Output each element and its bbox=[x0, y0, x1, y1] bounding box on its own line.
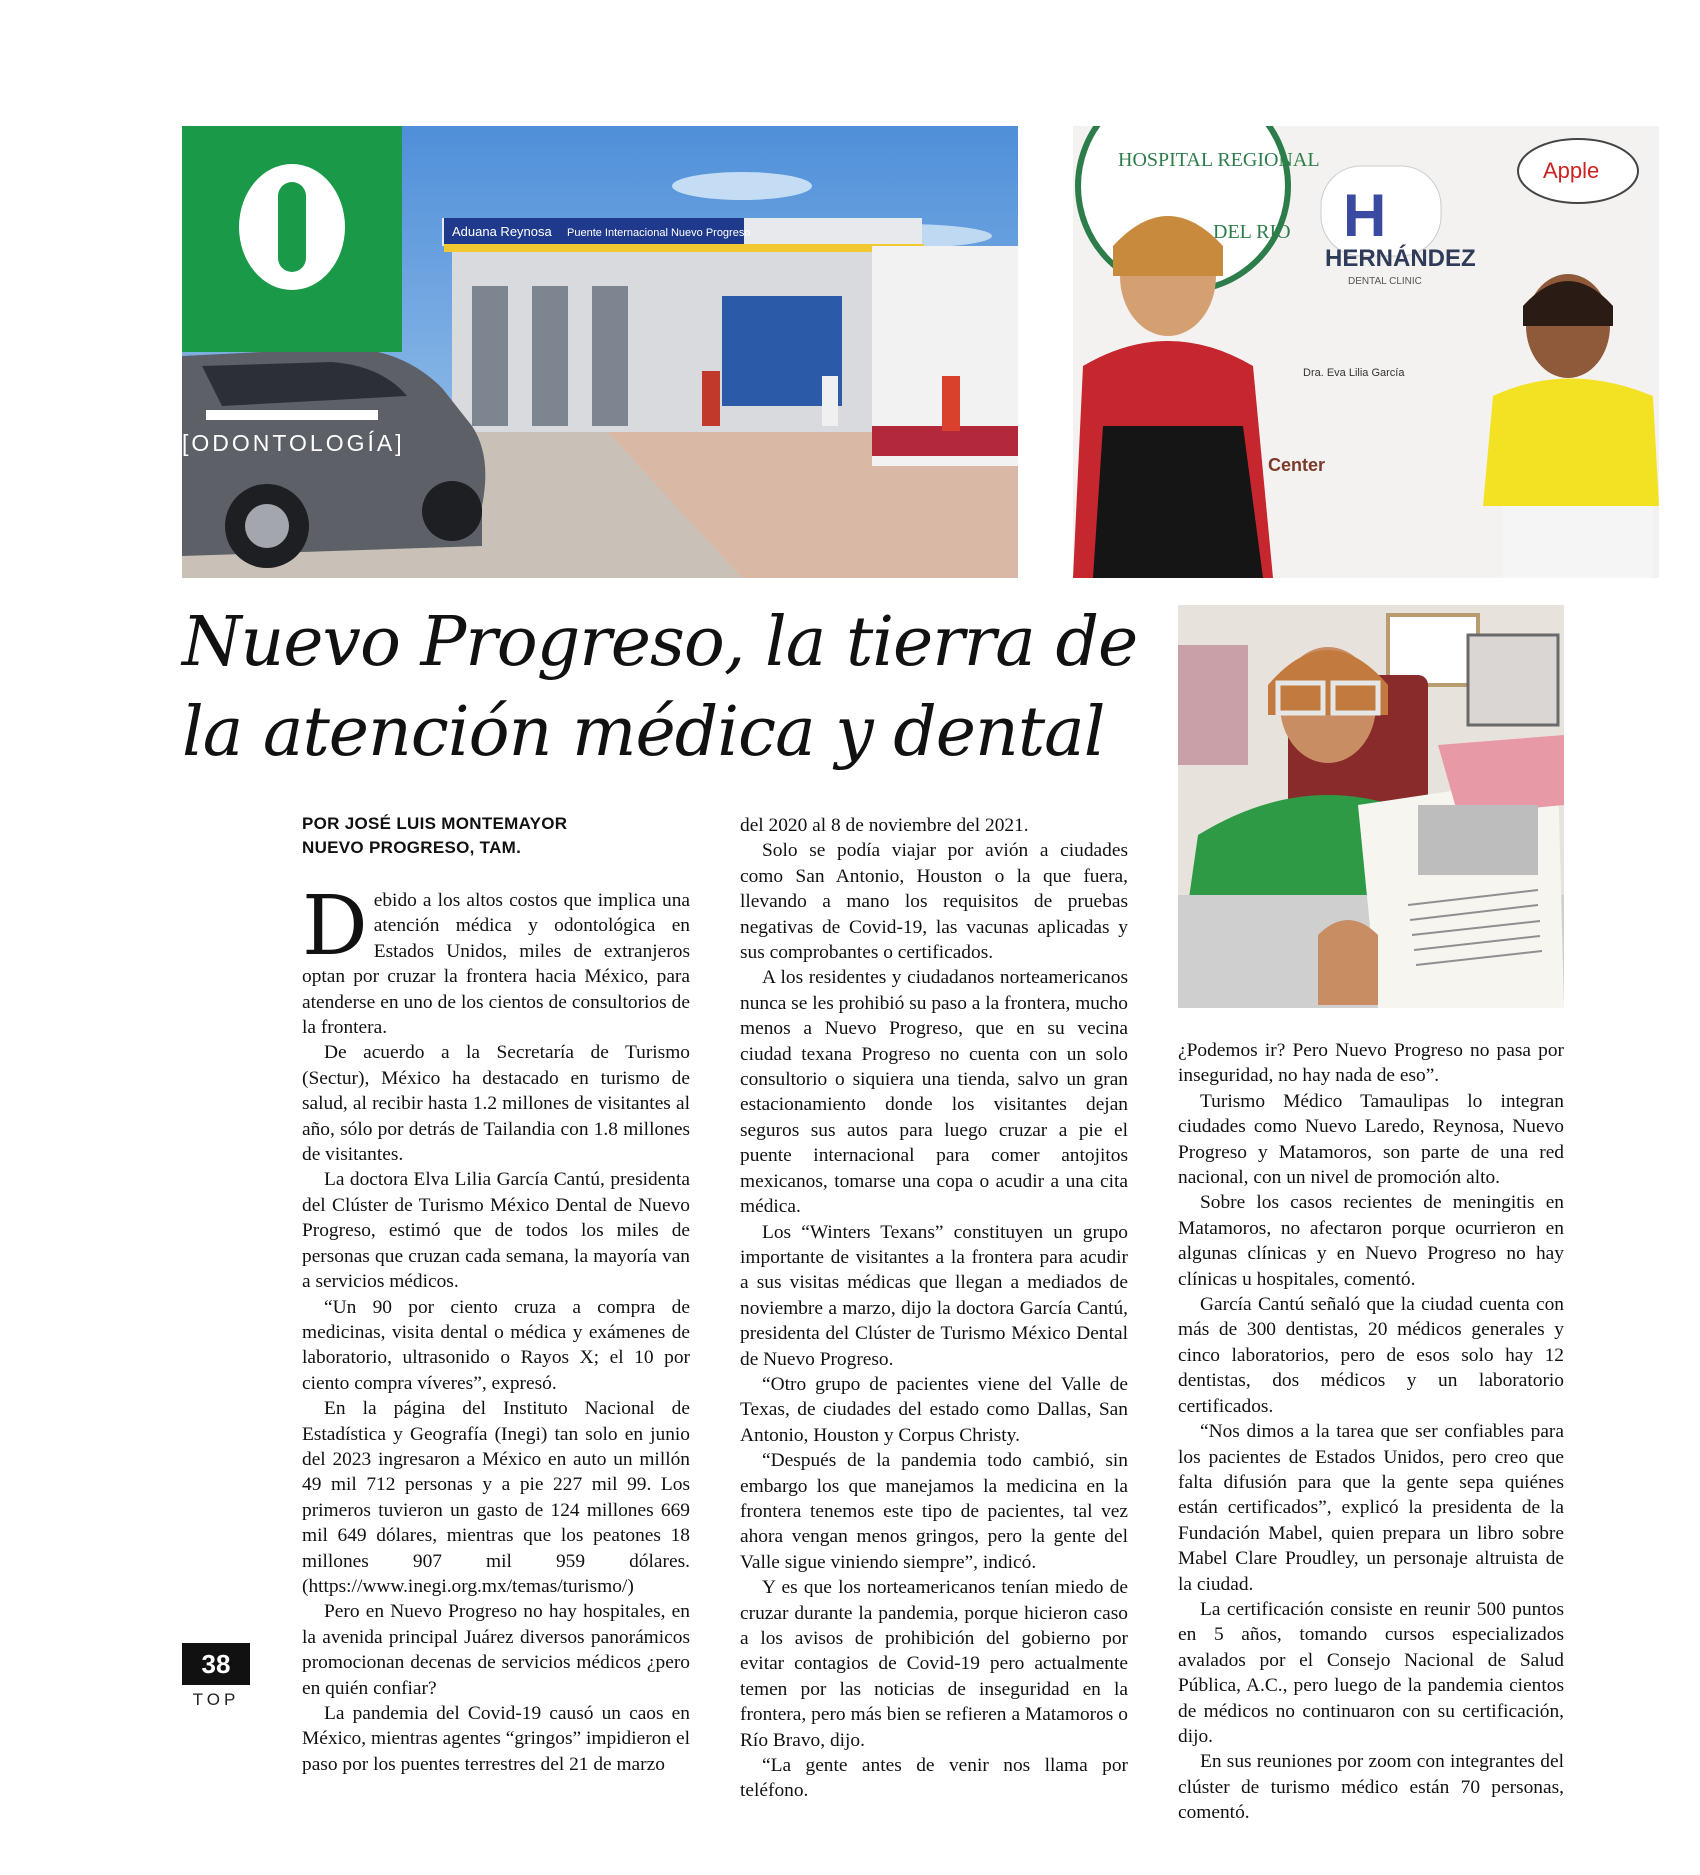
byline-place: NUEVO PROGRESO, TAM. bbox=[302, 838, 522, 857]
logo-hospital-text: HOSPITAL REGIONAL bbox=[1118, 149, 1320, 171]
paragraph: “Después de la pandemia todo cambió, sin embargo los que manejamos la medicina en la frontera tenemos este tipo de pacientes, tal vez ahora vengan menos gringos, pero la gente del Valle sigue viniendo siempre”, indicó. bbox=[740, 1450, 1128, 1573]
paragraph: La certificación consiste en reunir 500 puntos en 5 años, tomando cursos especializados avalados por el Consejo Nacional de Salud Pública, A.C., pero luego de la pandemia cientos de médicos no continuaron con su certificación, dijo. bbox=[1178, 1598, 1564, 1747]
article-column-1 bbox=[302, 812, 690, 1777]
logo-apple-text: Apple bbox=[1543, 158, 1600, 183]
article-column-2 bbox=[740, 813, 1128, 1804]
byline bbox=[302, 812, 690, 860]
article-column-3 bbox=[1178, 1038, 1564, 1826]
logo-hernandez-text: HERNÁNDEZ bbox=[1325, 245, 1476, 272]
drop-cap: D bbox=[302, 879, 368, 974]
logo-delrio-text: DEL RIO bbox=[1213, 221, 1291, 243]
section-letter-logo bbox=[239, 164, 345, 290]
paragraph: Solo se podía viajar por avión a ciudades como San Antonio, Houston o la que fuera, llevando a mano los requisitos de pruebas negativas de Covid-19, las vacunas aplicadas y sus comprobantes o certificados. bbox=[740, 840, 1128, 964]
svg-text:H: H bbox=[1343, 182, 1387, 249]
article-headline: Nuevo Progreso, la tierra de la atención médica y dental bbox=[182, 603, 1138, 772]
paragraph: “Un 90 por ciento cruza a compra de medicinas, visita dental o médica y exámenes de laboratorio, ultrasonido o Rayos X; el 10 por ciento compra víveres”, expresó. bbox=[302, 1296, 690, 1394]
paragraph: A los residentes y ciudadanos norteamericanos nunca se les prohibió su paso a la frontera, mucho menos a Nuevo Progreso, que en su vecina ciudad texana Progreso no cuenta con un solo consultorio o siquiera una tienda, salvo un gran estacionamiento donde los visitantes dejan seguros sus autos para luego cruzar a pie el puente internacional para comer antojitos mexicanos, tomarse una copa o acudir a una cita médica. bbox=[740, 967, 1128, 1218]
paragraph: Los “Winters Texans” constituyen un grupo importante de visitantes a la frontera para acudir a sus visitas médicas que llegan a mediados de noviembre a marzo, dijo la doctora García Cantú, presidenta del Clúster de Turismo México Dental de Nuevo Progreso. bbox=[740, 1221, 1128, 1370]
paragraph: “Otro grupo de pacientes viene del Valle de Texas, de ciudades del estado como Dallas, San Antonio, Houston y Corpus Christy. bbox=[740, 1373, 1128, 1446]
byline-author: POR JOSÉ LUIS MONTEMAYOR bbox=[302, 814, 568, 833]
section-badge bbox=[182, 126, 405, 456]
paragraph: Turismo Médico Tamaulipas lo integran ciudades como Nuevo Laredo, Reynosa, Nuevo Progreso y Matamoros, son parte de una red nacional, con un nivel de promoción alto. bbox=[1178, 1090, 1564, 1189]
paragraph: De acuerdo a la Secretaría de Turismo (Sectur), México ha destacado en turismo de salud, al recibir hasta 1.2 millones de visitantes al año, sólo por detrás de Tailandia con 1.8 millones de visitantes. bbox=[302, 1042, 690, 1166]
paragraph: García Cantú señaló que la ciudad cuenta con más de 300 dentistas, 20 médicos generales y cinco laboratorios, pero de esos solo hay 12 dentistas, dos médicos y un laboratorio certificados. bbox=[1178, 1294, 1564, 1417]
paragraph: Y es que los norteamericanos tenían miedo de cruzar durante la pandemia, porque hicieron caso a los avisos de prohibición del gobierno por evitar contagios de Covid-19 pero actualmente temen por las noticias de inseguridad en la frontera, pero más bien se refieren a Matamoros o Río Bravo, dijo. bbox=[740, 1577, 1128, 1751]
paragraph-continued: del 2020 al 8 de noviembre del 2021. bbox=[740, 815, 1029, 836]
photo-doctor-office bbox=[1178, 605, 1564, 1008]
paragraph: En la página del Instituto Nacional de Estadística y Geografía (Inegi) tan solo en junio del 2023 ingresaron a México en auto un millón 49 mil 712 personas y a pie 227 mil 99. Los primeros tuvieron un gasto de 124 millones 669 mil 649 dólares, mientras que los peatones 18 millones 907 mil 959 dólares. (https://www.inegi.org.mx/temas/turismo/) bbox=[302, 1398, 690, 1597]
logo-dental-clinic-text: DENTAL CLINIC bbox=[1348, 276, 1422, 287]
page-number: 38 bbox=[182, 1643, 250, 1685]
sign-customs-text: Aduana Reynosa bbox=[452, 224, 552, 239]
paragraph: “Nos dimos a la tarea que ser confiables para los pacientes de Estados Unidos, pero creo que falta difusión para que la gente sepa quiénes están certificados”, explicó la presidenta de la Fundación Mabel, quien prepara un libro sobre Mabel Clare Proudley, un personaje altruista de la ciudad. bbox=[1178, 1421, 1564, 1595]
paragraph: Sobre los casos recientes de meningitis en Matamoros, no afectaron porque ocurrieron en algunas clínicas y en Nuevo Progreso no hay clínicas u hospitales, comentó. bbox=[1178, 1192, 1564, 1290]
paragraph: “La gente antes de venir nos llama por teléfono. bbox=[740, 1755, 1128, 1802]
paragraph: En sus reuniones por zoom con integrantes del clúster de turismo médico están 70 personas, comentó. bbox=[1178, 1751, 1564, 1824]
logo-doctor-text: Dra. Eva Lilia García bbox=[1303, 367, 1405, 379]
paragraph: Pero en Nuevo Progreso no hay hospitales, en la avenida principal Juárez diversos panorámicos promocionan decenas de servicios médicos ¿pero en quién confiar? bbox=[302, 1601, 690, 1699]
section-label: [ODONTOLOGÍA] bbox=[182, 430, 405, 456]
paragraph: La pandemia del Covid-19 causó un caos en México, mientras agentes “gringos” impidieron el paso por los puentes terrestres del 21 de marzo bbox=[302, 1703, 690, 1775]
section-divider bbox=[206, 410, 378, 420]
paragraph: La doctora Elva Lilia García Cantú, presidenta del Clúster de Turismo México Dental de Nuevo Progreso, estimó que de todos los miles de personas que cruzan cada semana, la mayoría van a servicios médicos. bbox=[302, 1169, 690, 1293]
photo-event-banner bbox=[1073, 126, 1659, 578]
sign-bridge-text: Puente Internacional Nuevo Progreso bbox=[567, 227, 751, 239]
magazine-name: TOP bbox=[192, 1690, 240, 1709]
logo-center-text: Center bbox=[1268, 455, 1326, 475]
paragraph-continued: ¿Podemos ir? Pero Nuevo Progreso no pasa por inseguridad, no hay nada de eso”. bbox=[1178, 1040, 1564, 1087]
paragraph: Debido a los altos costos que implica una atención médica y odontológica en Estados Unidos, miles de extranjeros optan por cruzar la frontera hacia México, para atenderse en uno de los cientos de consultorios de la frontera. bbox=[302, 879, 690, 1039]
